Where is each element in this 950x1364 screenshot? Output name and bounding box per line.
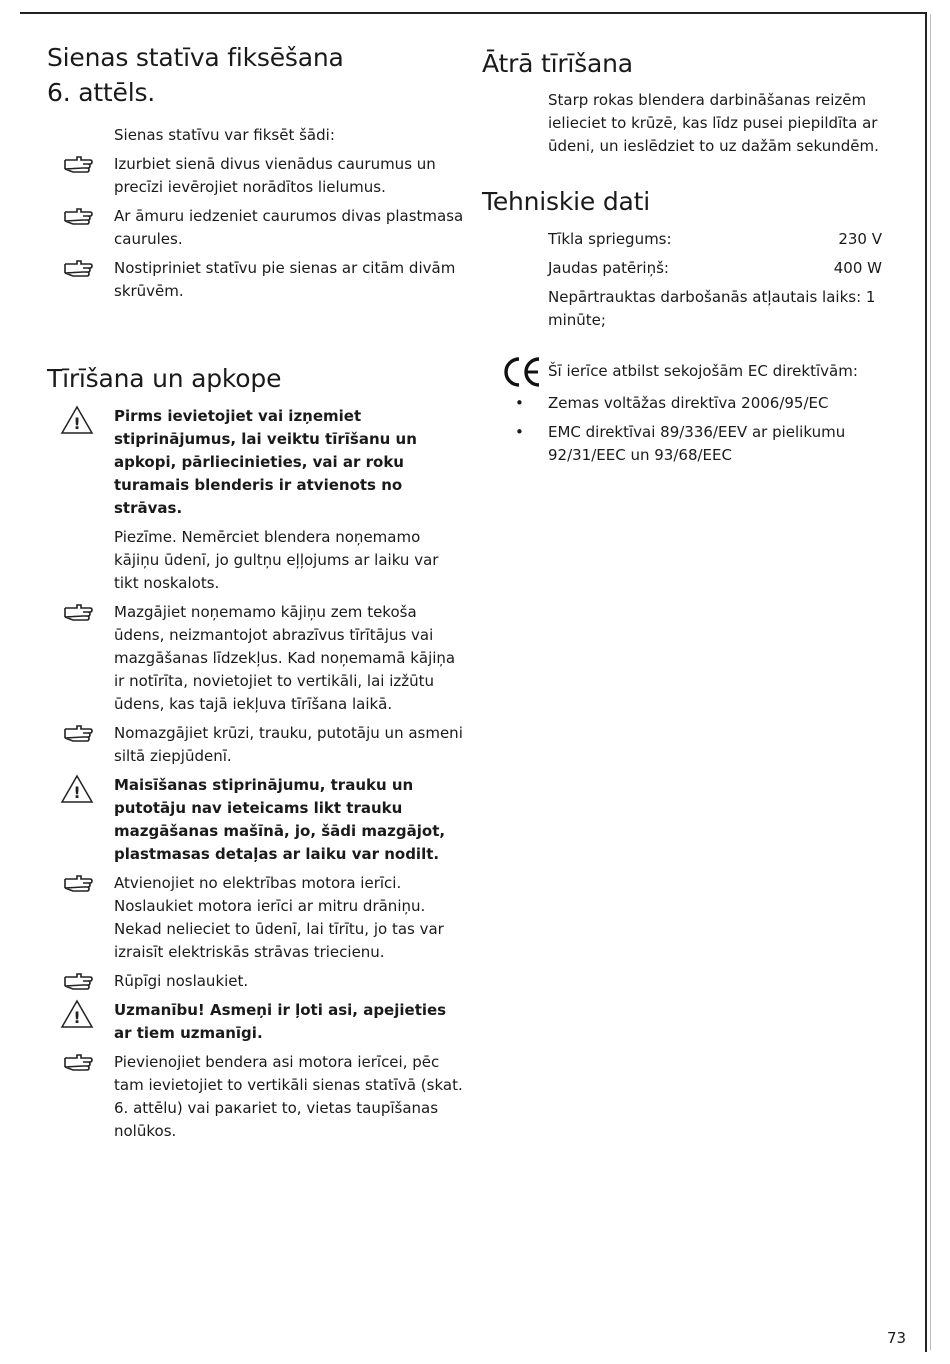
warning-block <box>47 999 467 1045</box>
duration-text: Nepārtrauktas darbošanās atļautais laiks: 1 minūte; <box>548 288 876 329</box>
warning-block <box>47 774 467 866</box>
pointing-hand-icon <box>47 153 114 176</box>
warning-text: Uzmanību! Asmeņi ir ļoti asi, apejieties ar tiem uzmanīgi. <box>114 1001 447 1042</box>
right-column <box>482 46 882 473</box>
pointing-hand-icon <box>47 257 114 280</box>
instruction-step <box>47 153 467 199</box>
warning-text: Pirms ievietojiet vai izņemiet stiprinājumus, lai veiktu tīrīšanu un apkopi, pārliecinieties, vai ar roku turamais blenderis ir atvienots no strāvas. <box>114 407 417 517</box>
page-frame-right <box>925 12 927 1352</box>
pointing-hand-icon <box>47 872 114 895</box>
warning-triangle-icon <box>47 405 114 433</box>
warning-triangle-icon <box>47 774 114 802</box>
step-text: Atvienojiet no elektrības motora ierīci. Noslaukiet motora ierīci ar mitru drāniņu. Nekad nelieciet to ūdenī, lai tīrītu, jo tas var izraisīt elektriskās strāvas triecienu. <box>114 874 444 961</box>
spec-label: Tīkla spriegums: <box>548 230 672 248</box>
spec-row <box>548 228 882 251</box>
svg-text:!: ! <box>73 783 81 802</box>
ce-mark-icon <box>482 356 548 386</box>
spec-value: 400 W <box>833 259 882 277</box>
instruction-step <box>47 970 467 993</box>
section-subtitle-figure-6: 6. attēls. <box>47 78 156 107</box>
list-item-text: Zemas voltāžas direktīva 2006/95/EC <box>548 394 829 412</box>
intro-text: Sienas statīvu var fiksēt šādi: <box>114 126 335 144</box>
warning-block <box>47 405 467 520</box>
step-text: Nomazgājiet krūzi, trauku, putotāju un asmeni siltā ziepjūdenī. <box>114 724 463 765</box>
step-text: Mazgājiet noņemamo kājiņu zem tekoša ūdens, neizmantojot abrazīvus tīrītājus vai mazgāšanas līdzekļus. Kad noņemamā kājiņa ir notīrīta, novietojiet to vertikāli, lai izžūtu ūdens, kas tajā iekļuva tīrīšana laikā. <box>114 603 456 713</box>
instruction-step <box>47 205 467 251</box>
pointing-hand-icon <box>47 1051 114 1074</box>
step-text: Rūpīgi noslaukiet. <box>114 972 249 990</box>
left-column <box>47 40 467 1149</box>
spec-row <box>548 257 882 280</box>
bullet-icon: • <box>515 423 524 441</box>
svg-text:!: ! <box>73 1008 81 1027</box>
step-text: Ar āmuru iedzeniet caurumos divas plastmasa caurules. <box>114 207 464 248</box>
ce-compliance <box>482 356 882 386</box>
page-frame-right-shadow <box>930 14 931 1350</box>
ce-text: Šī ierīce atbilst sekojošām EC direktīvām: <box>548 361 858 380</box>
instruction-step <box>47 1051 467 1143</box>
quick-cleaning-text: Starp rokas blendera darbināšanas reizēm ielieciet to krūzē, kas līdz pusei piepildīta ar ūdeni, un ieslēdziet to uz dažām sekundēm. <box>548 91 879 155</box>
section-title-wall-mount: Sienas statīva fiksēšana <box>47 43 344 72</box>
svg-text:!: ! <box>73 414 81 433</box>
pointing-hand-icon <box>47 722 114 745</box>
list-item <box>482 392 882 415</box>
step-text: Izurbiet sienā divus vienādus caurumus un precīzi ievērojiet norādītos lielumus. <box>114 155 436 196</box>
pointing-hand-icon <box>47 601 114 624</box>
section-title-quick-cleaning: Ātrā tīrīšana <box>482 49 633 78</box>
section-title-cleaning: Tīrīšana un apkope <box>47 364 282 393</box>
section-title-technical-data: Tehniskie dati <box>482 187 650 216</box>
step-text: Pievienojiet bendera asi motora ierīcei, pēc tam ievietojiet to vertikāli sienas statīvā (skat. 6. attēlu) vai paкariet to, vietas taupīšanas nolūkos. <box>114 1053 463 1140</box>
list-item <box>482 421 882 467</box>
pointing-hand-icon <box>47 970 114 993</box>
page-number: 73 <box>887 1329 907 1347</box>
bullet-icon: • <box>515 394 524 412</box>
note-text: Piezīme. Nemērciet blendera noņemamo kājiņu ūdenī, jo gultņu eļļojums ar laiku var tikt noskalots. <box>114 528 439 592</box>
instruction-step <box>47 601 467 716</box>
spec-value: 230 V <box>838 230 882 248</box>
warning-triangle-icon <box>47 999 114 1027</box>
pointing-hand-icon <box>47 205 114 228</box>
instruction-step <box>47 257 467 303</box>
list-item-text: EMC direktīvai 89/336/EEV ar pielikumu 92/31/EEC un 93/68/EEC <box>548 423 846 464</box>
instruction-step <box>47 872 467 964</box>
page-frame-top <box>20 12 927 14</box>
instruction-step <box>47 722 467 768</box>
step-text: Nostipriniet statīvu pie sienas ar citām divām skrūvēm. <box>114 259 456 300</box>
warning-text: Maisīšanas stiprinājumu, trauku un putotāju nav ieteicams likt trauku mazgāšanas mašīnā, jo, šādi mazgājot, plastmasas detaļas ar laiku var nodilt. <box>114 776 446 863</box>
spec-label: Jaudas patēriņš: <box>548 259 669 277</box>
